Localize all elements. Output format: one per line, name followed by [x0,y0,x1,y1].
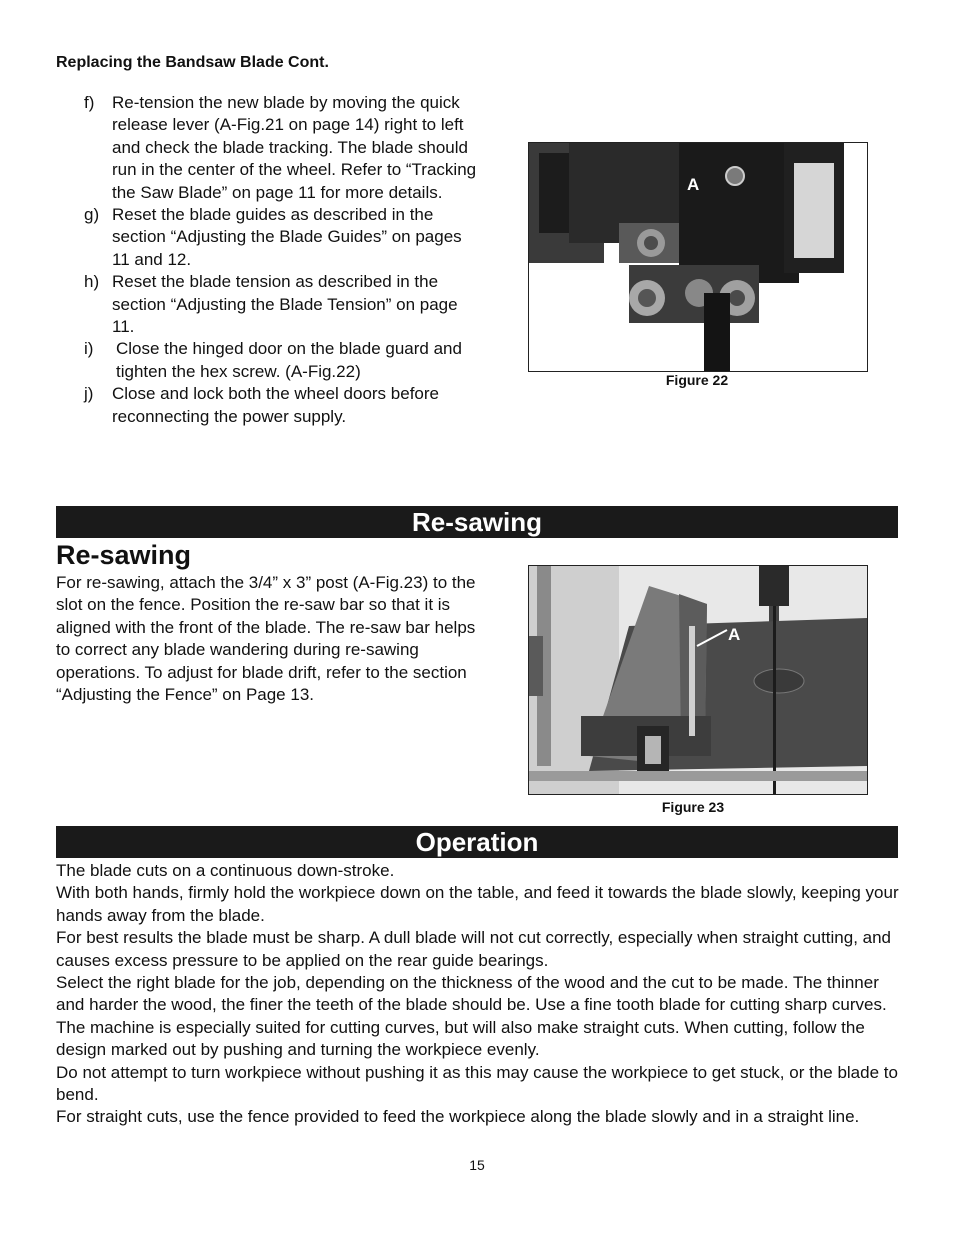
operation-paragraph: Do not attempt to turn workpiece without pushing it as this may cause the workpiece to get stuck, or the blade to bend. [56,1062,898,1105]
blade-guard-photo [529,143,867,371]
list-item [84,204,484,271]
resawing-banner: Re-sawing [56,506,898,538]
step-marker: f) [84,93,95,112]
step-marker: g) [84,205,100,225]
resawing-text: For re-sawing, attach the 3/4” x 3” post (A-Fig.23) to the slot on the fence. Position the re-saw bar so that it is aligned with the front of the blade. The re-saw bar helps to correct any blade wandering during re-sawing operations. To adjust for blade drift, refer to the section “Adjusting the Fence” on Page 13. [56,573,476,705]
page-number: 15 [469,1157,485,1173]
figure-23-label: A [728,625,741,644]
operation-banner: Operation [56,826,898,858]
figure-23-caption: Figure 23 [661,799,725,815]
list-item [84,338,484,383]
step-text: Close and lock both the wheel doors before reconnecting the power supply. [112,384,439,426]
list-item [84,383,484,428]
list-item [84,271,484,338]
step-marker: j) [84,384,94,404]
fence-photo [529,566,867,794]
figure-23-photo [528,565,868,795]
steps-list [84,92,484,428]
step-marker: i) [84,339,94,359]
figure-22-caption: Figure 22 [665,372,729,388]
resawing-heading: Re-sawing [56,540,192,570]
step-text: Reset the blade tension as described in the section “Adjusting the Blade Tension” on page 11. [112,272,458,337]
operation-paragraph: With both hands, firmly hold the workpiece down on the table, and feed it towards the blade slowly, keeping your hands away from the blade. [56,883,899,925]
operation-paragraph: The blade cuts on a continuous down-stroke. [56,861,395,880]
figure-22-label: A [687,175,700,194]
section-subheading: Replacing the Bandsaw Blade Cont. [56,54,329,71]
step-text: Reset the blade guides as described in the section “Adjusting the Blade Guides” on pages 11 and 12. [112,205,462,269]
operation-paragraph: Select the right blade for the job, depending on the thickness of the wood and the cut to be made. The thinner and harder the wood, the finer the teeth of the blade should be. Use a fine tooth blade for cutting sharp curves. [56,973,887,1015]
step-text: Close the hinged door on the blade guard and tighten the hex screw. (A-Fig.22) [116,339,462,381]
operation-paragraph: For best results the blade must be sharp. A dull blade will not cut correctly, especially when straight cutting, and causes excess pressure to be applied on the rear guide bearings. [56,928,892,970]
operation-paragraph: The machine is especially suited for cutting curves, but will also make straight cuts. When cutting, follow the design marked out by pushing and turning the workpiece evenly. [56,1017,865,1060]
operation-paragraph: For straight cuts, use the fence provided to feed the workpiece along the blade slowly and in a straight line. [56,1107,860,1127]
step-text: Re-tension the new blade by moving the quick release lever (A-Fig.21 on page 14) right to left and check the blade tracking. The blade should run in the center of the wheel. Refer to “Tracking the Saw Blade” on page 11 for more details. [112,93,477,202]
list-item [84,92,484,204]
step-marker: h) [84,272,100,292]
operation-body [56,860,906,1129]
figure-22-photo [528,142,868,372]
